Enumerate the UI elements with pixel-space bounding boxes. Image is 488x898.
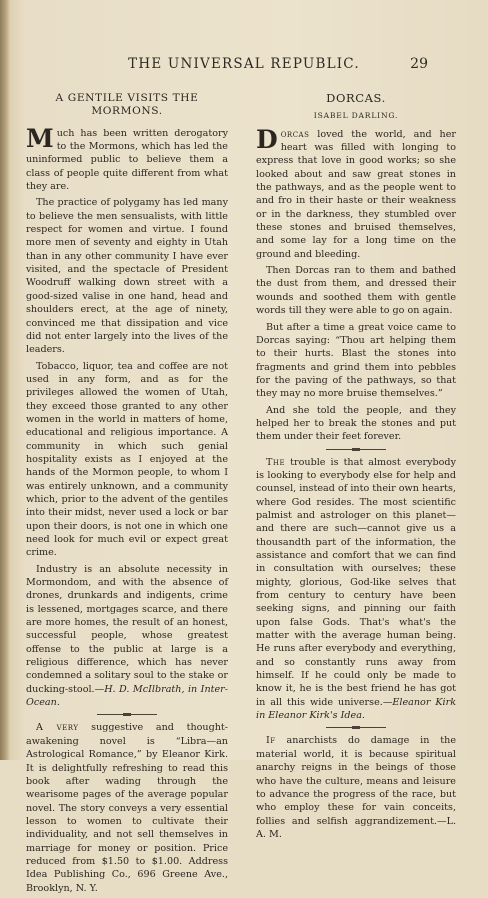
- section-divider: [326, 449, 386, 450]
- running-header: THE UNIVERSAL REPUBLIC.: [128, 56, 360, 72]
- left-column: [26, 92, 228, 898]
- paragraph: And she told the people, and they helped her to break the stones and put them under their feet forever.: [256, 404, 456, 443]
- article-title-mormons: A GENTILE VISITS THE MORMONS.: [55, 92, 199, 118]
- right-column: [256, 92, 456, 844]
- paragraph: But after a time a great voice came to Dorcas saying: “Thou art helping them to their hurts. Blast the stones into fragments and grind them into pebbles for the paving of the pathways, so that they may no more bruise themselves.”: [256, 321, 456, 400]
- paragraph: Tobacco, liquor, tea and coffee are not used in any form, and as for the privileges allowed the women of Utah, they exceed those granted to any other women in the world in matters of home, educational and religious importance. A community in which such genial hospitality exists as I enjoyed at the hands of the Mormon people, to whom I was entirely unknown, and a community which, prior to the advent of the gentiles into their midst, never used a lock or bar upon their doors, is not one in which one need look for much evil or expect great crime.: [26, 360, 228, 559]
- paragraph: Industry is an absolute necessity in Mormondom, and with the absence of drones, drunkards and indigents, crime is lessened, mortgages scarce, and there are more homes, the result of an honest, successful people, whose greatest offense to the public at large is a religious difference, which has never condemned a solitary soul to the stake or ducking-stool.—H. D. McIlbrath, in Inter-Ocean.: [26, 563, 228, 709]
- dropcap: D: [256, 124, 278, 154]
- attribution: —H. D. McIlbrath, in Inter-Ocean.: [26, 683, 228, 709]
- paragraph: Then Dorcas ran to them and bathed the dust from them, and dressed their wounds and soothed them with gentle words till they were able to go on again.: [256, 265, 456, 317]
- section-divider: [326, 727, 386, 728]
- section-divider: [97, 714, 157, 715]
- dropcap: M: [26, 123, 54, 153]
- attribution: —Eleanor Kirk in Eleanor Kirk's Idea.: [256, 696, 457, 722]
- paragraph: Much has been written derogatory to the Mormons, which has led the uninformed public to believe them a class of people quite different from what they are.: [26, 123, 228, 193]
- paragraph: The practice of polygamy has led many to believe the men sensualists, with little respect for women and virtue. I found more men of seventy and eighty in Utah than in any other community I have ever visited, and the spectacle of President Woodruff walking down street with a good-sized valise in one hand, head and shoulders erect, at the age of ninety, convinced me that dissipation and vice did not enter largely into the lives of the leaders.: [26, 197, 228, 356]
- paragraph: The trouble is that almost everybody is looking to everybody else for help and counsel, instead of into their own hearts, where God resides. The most scientific palmist and astrologer on this planet—and there are such—cannot give us a thousandth part of the information, the assistance and comfort that we can find in consultation with ourselves; these mighty, glorious, God-like selves that from century to century have been seeking signs, and pinning our faith upon false Gods. That's what's the matter with the average human being. He runs after everybody and everything, and so constantly runs away from himself. If he could only be made to know it, he is the best friend he has got in all this wide universe.—Eleanor Kirk in Eleanor Kirk's Idea.: [256, 456, 457, 722]
- page-number: 29: [410, 56, 428, 72]
- article-author: ISABEL DARLING.: [313, 111, 399, 121]
- paragraph: If anarchists do damage in the material world, it is because spiritual anarchy reigns in the beings of those who have the culture, means and leisure to advance the progress of the race, but who employ these for vain conceits, follies and selfish aggrandizement.—L. A. M.: [256, 735, 456, 840]
- page-binding-edge: [0, 0, 10, 760]
- paragraph: A very suggestive and thought-awakening novel is “Libra—an Astrological Romance,” by Eleanor Kirk. It is delightfully refreshing to read this book after wading through the wearisome pages of the average popular novel. The story conveys a very essential lesson to women to cultivate their individuality, and not sell themselves in marriage for money or position. Price reduced from $1.50 to $1.00. Address Idea Publishing Co., 696 Greene Ave., Brooklyn, N. Y.: [26, 722, 228, 894]
- article-title-dorcas: DORCAS.: [326, 91, 386, 105]
- paragraph: Dorcas loved the world, and her heart was filled with longing to express that love in good works; so she looked about and saw great stones in the pathways, and as the people went to and fro in their haste or their weakness or in the darkness, they stumbled over these stones and bruised themselves, and some lay for a long time on the ground and bleeding.: [256, 124, 456, 260]
